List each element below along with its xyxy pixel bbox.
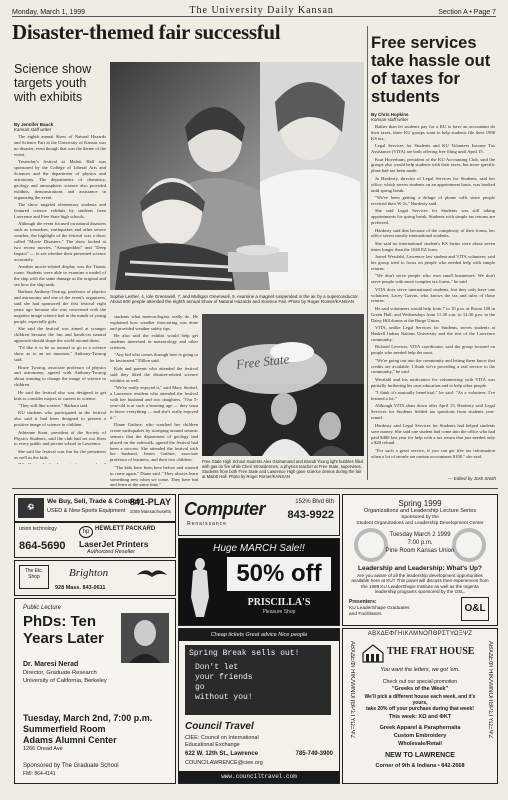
- priscilla-brand: PRISCILLA'S: [247, 597, 311, 608]
- priscilla-discount: 50% off: [227, 557, 331, 591]
- spring-date: Tuesday March 2 1999: [389, 532, 451, 538]
- frat-brand: THE FRAT HOUSE: [387, 646, 475, 657]
- hp-phone: 864-5690: [19, 540, 66, 552]
- council-line1: Don't let: [195, 663, 239, 672]
- paragraph: KU students who participated in the festival also said it had been designed to present a positive image of science to children.: [14, 410, 106, 428]
- sports-logo-icon: ⚽: [18, 498, 44, 518]
- ad-hp-printers: [14, 522, 176, 558]
- paragraph: Richard Leveson, VITA coordinator, said the group focused on people who needed help the most.: [371, 344, 495, 356]
- ads-divider: [12, 488, 498, 489]
- lecture-fmi: FMI: 864-4141: [23, 771, 56, 777]
- frat-tag: You want the letters, we got 'em.: [380, 667, 460, 673]
- bird-icon: [135, 565, 169, 581]
- paragraph: He also said the exhibit would help get students interested in meteorology and other sciences.: [110, 333, 198, 351]
- council-top: Cheap tickets Great advice Nice people: [179, 629, 339, 641]
- council-line2: your friends: [195, 673, 253, 682]
- computer-brand: Computer: [184, 499, 265, 519]
- silhouette-icon: [187, 557, 213, 617]
- photo-children-magnet: [110, 62, 364, 290]
- masthead-date: Monday, March 1, 1999: [12, 9, 86, 16]
- paragraph: "Any kid who comes through here is going to be fascinated," Dillon said.: [110, 352, 198, 364]
- side-edited-by: — Edited by Josh Smith: [447, 476, 496, 481]
- priscilla-banner: Huge MARCH Sale!!: [213, 543, 305, 554]
- side-byline-name: By Chris Hopkins: [371, 112, 409, 117]
- frat-line6: Greek Apparel & Paraphernalia: [379, 725, 461, 731]
- paragraph: She said the festival was aimed at younger children because the fun and hands-on natural approach should shape the world around them.: [14, 326, 106, 343]
- paragraph: He said the festival also was designed to get kids to consider majors or careers in science.: [14, 389, 106, 401]
- spring-presenters2: and Facilitators: [349, 612, 382, 617]
- paragraph: The eighth annual Show of Natural Hazards and Science Fair at the University of Kansas was no disaster, even though that was the theme of the event.: [14, 134, 106, 157]
- paragraph: Although VITA shuts down after April 15, Hardesty said Legal Services for Students fielded tax questions from students year-round.: [371, 403, 495, 421]
- lecture-place2: Adams Alumni Center: [23, 735, 117, 745]
- photo1-caption: Sophie Lesher, 4, Iole Greenwell, 7, and Mulligan Greenwell, 9, examine a magnet suspended in the air by a superconductor. About 600 people attended the eighth annual Show of Natural Hazards and Science Fair. Photo by Roger Romer/KANSAN: [110, 294, 359, 305]
- paragraph: VITA, unlike Legal Services for Students, serves students at Haskell Indian Nations University and the rest of the Lawrence community.: [371, 325, 495, 342]
- paragraph: The show targeted elementary students and featured science exhibits by students from Lawrence and Free State high schools.: [14, 201, 106, 219]
- paragraph: "We've really enjoyed it," said Mary Strobel, a Lawrence resident who attended the festival with her husband and two daughters. "Our 5-year-old is at such a learning age — they want to know everything — and she's really enjoyed it.": [110, 384, 198, 420]
- lecture-series: Public Lecture: [23, 605, 62, 611]
- paragraph: She said no international student's KS forms were about seven times longer than the 1040 EZ form.: [371, 240, 495, 252]
- lead-byline-name: By Jennifer Bauck: [14, 122, 54, 127]
- paragraph: Kurt Hoverbum, president of the KU Accounting Club, said the groups also would help students with their taxes, but more specific plans had not been made.: [371, 156, 495, 174]
- lecture-title: PhDs: Ten Years Later: [23, 613, 104, 647]
- council-website: www.counciltravel.com: [179, 771, 339, 783]
- council-org2: Educational Exchange: [185, 742, 240, 748]
- council-address: 622 W. 12th St., Lawrence: [185, 751, 259, 757]
- paragraph: Another movie-related display was the Titanic room. Students were able to examine a model of the ship with the same damage as the original and see how the ship sank.: [14, 264, 106, 287]
- priscilla-sub: Pleasure Shop: [262, 609, 296, 615]
- union-technology-logo: union technology: [19, 526, 57, 532]
- spring-description: Are you aware of all the leadership development opportunities available here at KU? This panel will discuss their experiences from the 1999 KU LeaderShape Institute as well as the Ingenta leadership programs sponsored by the OSL.: [351, 573, 489, 595]
- paragraph: "For such a great service, if you can get free tax information when a lot of people are paying accountants $100," she said.: [371, 447, 495, 458]
- lead-story-column-2: [110, 314, 198, 490]
- etc-shop-logo: The Etc. Shop: [19, 565, 49, 589]
- buysell-phone: 841-PLAY: [129, 497, 171, 507]
- column-divider: [367, 26, 368, 480]
- ad-leadership-lecture: [342, 494, 498, 626]
- lead-story-column-1: [14, 134, 106, 464]
- paragraph: VITA does serve international students, but they only have one volunteer, Lacey Garvin, who knows the tax and rules of those returns.: [371, 286, 495, 304]
- paragraph: students what meteorologists really do. He explained how weather forecasting was done and provided weather safety tips.: [110, 314, 198, 331]
- paragraph: Jarrod Westfahl, Lawrence law student and VITA volunteer, said his group tried to focus on people who needed help with simple returns.: [371, 254, 495, 271]
- paragraph: "We've been getting a deluge of phone calls since people received their W-2s," Hardesty said.: [371, 194, 495, 206]
- spring-sub3: Student Organizations and Leadership Development Center: [356, 521, 484, 526]
- frat-greek-top: ΑΒΧΔΕΦΓΗΙΚΛΜΝΟΠΘΡΣΤΥΩΞΨΖ: [367, 631, 473, 637]
- paragraph: Legal Services for Students and KU Volunteer Income Tax Assistance (VITA) are both offering free filing until April 15.: [371, 143, 495, 155]
- council-ticket-text: Spring Break sells out!: [189, 649, 300, 658]
- paragraph: Rather than let students pay for a KU to have an accountant do their taxes, three KU groups want to help students file their 1998 KS tax.: [371, 124, 495, 141]
- lecture-role2: University of California, Berkeley: [23, 678, 107, 684]
- paragraph: Kids and parents who attended the festival said they liked the disaster-related science exhibits as well.: [110, 365, 198, 383]
- lecture-date: Tuesday, March 2nd, 7:00 p.m.: [23, 713, 153, 723]
- paragraph: "I'd like it to be so normal to go to a science show as to an art museum," Anthony-Twarog said.: [14, 345, 106, 363]
- computer-phone: 843-9922: [287, 509, 334, 521]
- paragraph: Bruce Twarog, associate professor of physics and astronomy, agreed with Anthony-Twarog about wanting to change the image of science to children.: [14, 364, 106, 388]
- buysell-line1: We Buy, Sell, Trade & Consign: [47, 498, 141, 505]
- spring-sub1: Organizations and Leadership Lecture Series: [363, 508, 477, 514]
- frat-line10: Corner of 9th & Indiana • 842-2668: [375, 763, 465, 769]
- paragraph: Jo Hardesty, director of Legal Services for Students, said her office, which serves students on an appointment basis, was booked until spring break.: [371, 175, 495, 193]
- hp-tag: Authorized Reseller: [87, 549, 135, 555]
- paragraph: "The kids have been here before and wanted to come again," Diane said. "They always learn something new when we come. They have fun and learn at the same time.": [110, 464, 198, 488]
- paragraph: Although the event focused on natural disasters such as tornadoes, earthquakes and other severe weather, the highlight of the festival was a show called "Movie Disasters." The show looked at two recent movies, "Armageddon" and "Deep Impact" — to see whether their presented science accurately.: [14, 221, 106, 262]
- lecture-role1: Director, Graduate Research: [23, 670, 97, 676]
- paragraph: He said volunteers would help from 7 to 10 p.m. at Room 108 in Green Hall, and Wednesdays from 11:30 a.m. to 12:30 p.m. in the Daisy Hill dorms at the Burge Union.: [371, 305, 495, 323]
- frat-line7: Custom Embroidery: [393, 733, 447, 739]
- paragraph: Hardesty said that because of the complexity of their forms, her office serves mostly international students.: [371, 227, 495, 239]
- paragraph: Hardesty said Legal Services for Students had helped students save money. She said one student had come into the office who had paid $400 last year for help with a tax return that just needed only a $20 refund.: [371, 422, 495, 446]
- buysell-line2: USED & New Sports Equipment: [47, 508, 126, 514]
- computer-tag: 152% Blvd 6th: [295, 499, 334, 505]
- paragraph: Yesterday's festival at Malott Hall was sponsored by the College of Liberal Arts and Sciences and the department of physics and astronomy. The departments of chemistry, geology and atmospheric science also provided exhibits, demonstrations and assistance in organizing the event.: [14, 159, 106, 200]
- ad-etc-shop-brighton: [14, 560, 176, 596]
- lecture-place1: Summerfield Room: [23, 724, 106, 734]
- lecture-place3: 1266 Oread Ave: [23, 746, 63, 752]
- photo2-caption: Free State High School students Alex Grahamand and Brandi Young light bubbles filled with gas on fire while Cheri Strowdermen, a physics teacher at Free State, supervises. Students from both Free State and Lawrence High gave science demos during the fair at Malott Hall. Photo by Roger Romer/KANSAN: [202, 459, 364, 479]
- side-headline: Free services take hassle out of taxes for students: [371, 34, 491, 106]
- frat-line8: Wholesale/Retail: [398, 741, 442, 747]
- side-story: [371, 34, 499, 458]
- osl-logo: O&L: [461, 597, 489, 621]
- speaker-photo: [121, 613, 169, 663]
- frat-greek-right-border: [485, 641, 493, 779]
- free-state-sign-text: Free State: [235, 351, 290, 372]
- ad-council-travel: [178, 628, 340, 784]
- lead-headline: Disaster-themed fair successful: [12, 20, 281, 44]
- paragraph: She said Legal Services for Students was still taking appointments for spring break. Students with simple tax returns are preferred.: [371, 208, 495, 226]
- frat-line1: Check out our special promotion: [382, 679, 458, 685]
- lead-byline: [14, 122, 106, 132]
- spring-title: Spring 1999: [398, 499, 442, 508]
- hp-product: LaserJet Printers: [79, 539, 149, 549]
- frat-line9: NEW TO LAWRENCE: [385, 752, 455, 759]
- paragraph: "They still like science," Barbara said.: [18, 402, 89, 408]
- paragraph: She said the festival was fun for the presenters as well as the kids.: [14, 448, 106, 460]
- frat-line5: This week: XΩ and ΦKT: [388, 714, 452, 720]
- ad-priscillas-sale: [178, 538, 340, 626]
- hp-brand: HEWLETT PACKARD: [95, 526, 156, 532]
- frat-greek-right-text: ΑΒΧΔΕΦΓΗΙΚΛΜΝΟΠΘΡΣΤΥΩΞΨΖ: [487, 641, 493, 739]
- ad-sports-buy-sell: [14, 494, 176, 522]
- frat-line3: We'll pick a different house each week, and it's yours,: [364, 694, 476, 706]
- spring-time: 7:00 p.m.: [407, 540, 433, 546]
- council-email: COUNCILAWRENCE@ciee.org: [185, 760, 263, 766]
- council-phone: 785-749-3900: [295, 751, 333, 757]
- masthead-paper-name: The University Daily Kansan: [189, 5, 334, 16]
- council-message: [195, 663, 253, 703]
- computer-sub: Renaissance: [187, 521, 227, 527]
- side-byline: [371, 112, 499, 122]
- masthead-section: Section A • Page 7: [438, 9, 496, 16]
- council-line3: go: [195, 683, 205, 692]
- brighton-logo: Brighton: [69, 567, 109, 579]
- ad-frat-house: [342, 628, 498, 784]
- frat-greek-left-text: ΑΒΧΔΕΦΓΗΙΚΛΜΝΟΠΘΡΣΤΥΩΞΨΖ: [349, 641, 355, 739]
- council-ticket: [185, 645, 331, 715]
- spring-sub2: Sponsored by the: [401, 515, 439, 520]
- paragraph: Diane Guthrie, who watched her children create earthquakes by stomping around seismic sensors that the department of geology had placed on the sidewalk, agreed the festival had been a success. She attended the festival with her husband, James Guthrie, associate professor of business, and their two children.: [110, 421, 198, 463]
- frat-line4: take 20% off your purchase during that week!: [366, 706, 474, 712]
- spring-section: Leadership and Leadership: What's Up?: [358, 565, 482, 572]
- masthead: [12, 4, 496, 17]
- lecture-sponsor: Sponsored by The Graduate School: [23, 763, 119, 769]
- paragraph: "I think it's mutually beneficial," he said. "As a volunteer, I've learned a lot.": [371, 390, 495, 402]
- paragraph: "We're going out into the community and letting them know that credits are available. I think we're providing a real service to the community," he said.: [371, 357, 495, 375]
- buysell-address: 1009 Massachusetts: [129, 509, 171, 514]
- lead-deck: Science show targets youth with exhibits: [14, 62, 92, 104]
- lecture-speaker: Dr. Maresi Nerad: [23, 661, 79, 668]
- ad-computer-renaissance: [178, 494, 340, 536]
- council-org1: CIEE: Council on International: [185, 735, 259, 741]
- side-story-body: [371, 124, 495, 458]
- council-brand: Council Travel: [185, 721, 254, 732]
- frat-greek-left-border: [347, 641, 355, 779]
- hp-logo-icon: hp: [79, 526, 93, 538]
- paragraph: Adrienne Stout, president of the Society of Physics Students, said the club had set out fliers to every public and private school in Lawrence.: [14, 429, 106, 447]
- council-line4: without you!: [195, 693, 253, 702]
- ad-public-lecture: [14, 598, 176, 784]
- paragraph: Barbara Anthony-Twarog, professor of physics and astronomy and one of the event's organizers, said she had sponsored the first festival eight years ago because she was concerned with the negative image science had in the minds of young people, especially girls.: [14, 289, 106, 324]
- brighton-address: 928 Mass. 843-0611: [55, 585, 106, 591]
- lead-byline-role: Kansan staff writer: [14, 127, 52, 132]
- paragraph: Westfahl and his motivation for volunteering with VITA was partially furthering his own education and to help other people.: [371, 376, 495, 388]
- spring-place: Pine Room Kansas Union: [385, 548, 455, 554]
- side-byline-role: Kansan staff writer: [371, 117, 409, 122]
- house-icon: [361, 643, 385, 663]
- paragraph: "We don't serve people who own small businesses. We don't serve people with more complex tax forms," he said.: [371, 273, 495, 285]
- spring-presenters-label: Presenters:: [349, 599, 377, 605]
- paragraph: [14, 462, 106, 464]
- spring-presenters1: KU LeaderShape Graduates: [349, 606, 410, 611]
- frat-line2: "Greeks of the Week": [391, 686, 449, 692]
- photo-fire-bubbles: [202, 314, 364, 456]
